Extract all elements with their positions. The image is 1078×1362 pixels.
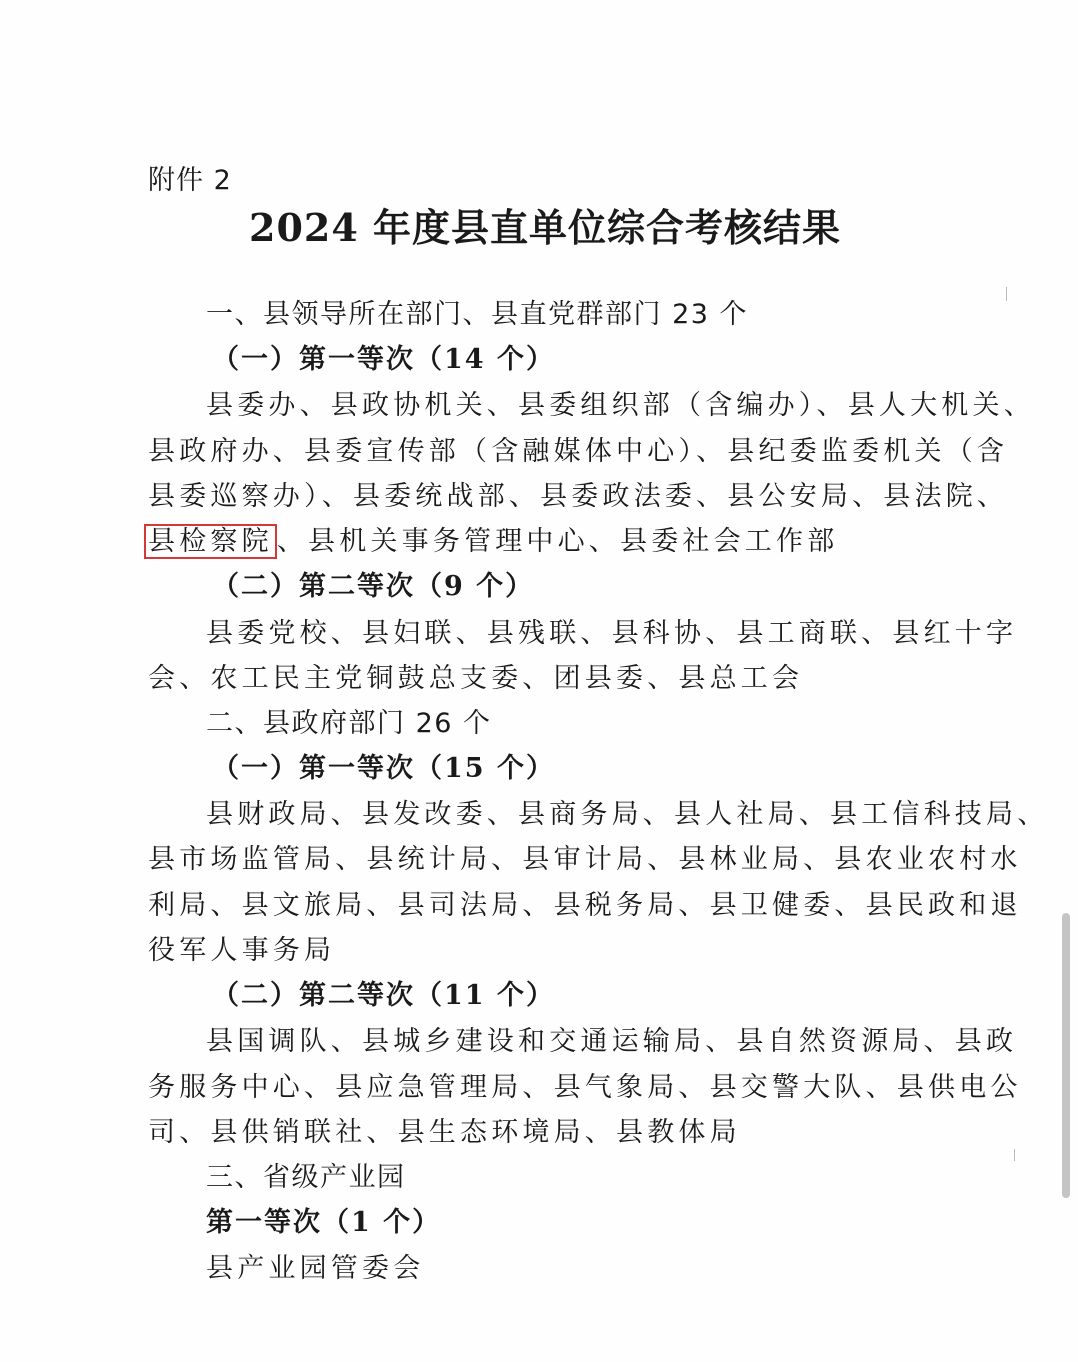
body-line: 司、县供销联社、县生态环境局、县教体局 [148, 1117, 741, 1148]
body-line: 县市场监管局、县统计局、县审计局、县林业局、县农业农村水 [148, 844, 1022, 875]
section-heading: 三、省级产业园 [206, 1162, 406, 1193]
body-line: 县产业园管委会 [206, 1253, 425, 1284]
tier-heading: 第一等次（1 个） [206, 1207, 442, 1238]
page-edge-mark [1006, 287, 1007, 301]
body-line: 役军人事务局 [148, 935, 336, 966]
highlighted-unit: 县检察院 [144, 524, 277, 559]
document-title: 2024 年度县直单位综合考核结果 [249, 205, 841, 250]
body-line: 县委党校、县妇联、县残联、县科协、县工商联、县红十字 [206, 618, 1018, 649]
section-heading: 一、县领导所在部门、县直党群部门 23 个 [206, 299, 749, 330]
page-edge-mark [1014, 1149, 1015, 1161]
body-line: 县国调队、县城乡建设和交通运输局、县自然资源局、县政 [206, 1026, 1018, 1057]
section-heading: 二、县政府部门 26 个 [206, 708, 492, 739]
body-line: 县委巡察办）、县委统战部、县委政法委、县公安局、县法院、 [148, 481, 1009, 512]
body-line [148, 525, 948, 559]
body-line: 会、农工民主党铜鼓总支委、团县委、县总工会 [148, 663, 804, 694]
body-line: 务服务中心、县应急管理局、县气象局、县交警大队、县供电公 [148, 1072, 1022, 1103]
body-line: 利局、县文旅局、县司法局、县税务局、县卫健委、县民政和退 [148, 890, 1022, 921]
body-line: 县财政局、县发改委、县商务局、县人社局、县工信科技局、 [206, 799, 1049, 830]
tier-heading: （二）第二等次（9 个） [212, 571, 535, 602]
body-line: 县政府办、县委宣传部（含融媒体中心）、县纪委监委机关（含 [148, 436, 1009, 467]
body-line: 县委办、县政协机关、县委组织部（含编办）、县人大机关、 [206, 390, 1035, 421]
tier-heading: （二）第二等次（11 个） [212, 980, 555, 1011]
attachment-label: 附件 2 [148, 165, 232, 196]
scrollbar-thumb[interactable] [1062, 913, 1070, 1198]
body-line-text: 、县机关事务管理中心、县委社会工作部 [276, 526, 839, 557]
tier-heading: （一）第一等次（14 个） [212, 344, 555, 375]
tier-heading: （一）第一等次（15 个） [212, 753, 555, 784]
